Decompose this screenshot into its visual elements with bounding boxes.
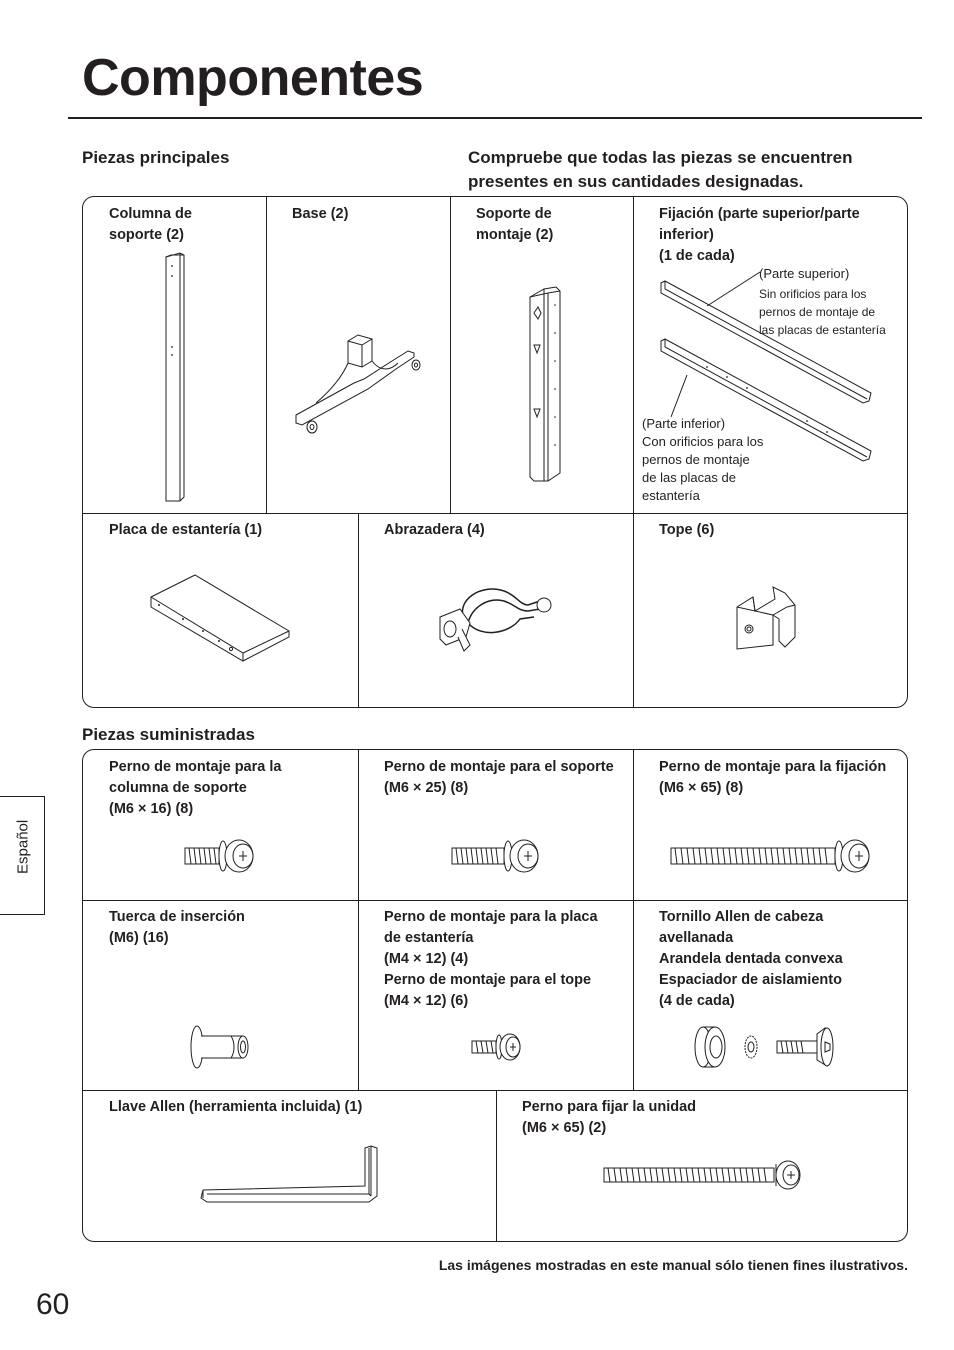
bolt-icon xyxy=(602,1158,804,1192)
part-label: Fijación (parte superior/parte inferior) (1 de cada) xyxy=(659,206,860,264)
part-label: Perno para fijar la unidad (M6 × 65) (2) xyxy=(522,1099,697,1136)
part-shelf-plate xyxy=(83,513,358,707)
small-bolt-icon xyxy=(470,1030,522,1064)
allen-key-icon xyxy=(199,1144,381,1206)
shelf-plate-icon xyxy=(147,573,293,669)
footnote: Las imágenes mostradas en este manual sólo tienen fines ilustrativos. xyxy=(438,1257,908,1273)
part-mounting-bracket xyxy=(450,197,633,513)
part-label: Columna de soporte (2) xyxy=(109,206,192,243)
fixing-lower-note: (Parte inferior) Con orificios para los pernos de montaje de las placas de estantería xyxy=(642,416,764,503)
supplied-parts-table xyxy=(82,749,908,1242)
base-icon xyxy=(292,333,428,437)
part-fixing xyxy=(633,197,907,513)
part-label: Tuerca de inserción (M6) (16) xyxy=(109,909,245,946)
part-bracket-bolt xyxy=(358,750,633,900)
part-label: Soporte de montaje (2) xyxy=(476,206,554,243)
clamp-icon xyxy=(436,579,556,661)
part-base xyxy=(266,197,450,513)
part-insert-nut xyxy=(83,900,358,1090)
stopper-icon xyxy=(733,585,803,657)
main-parts-heading: Piezas principales xyxy=(82,148,230,167)
part-label: Tornillo Allen de cabeza avellanada Arandela dentada convexa Espaciador de aislamiento (4 de cada) xyxy=(659,909,843,1009)
insert-nut-icon xyxy=(187,1024,251,1070)
part-column-bolt xyxy=(83,750,358,900)
part-support-column xyxy=(83,197,266,513)
part-label: Llave Allen (herramienta incluida) (1) xyxy=(109,1099,363,1115)
part-clamp xyxy=(358,513,633,707)
main-parts-table xyxy=(82,196,908,708)
part-unit-bolt xyxy=(496,1090,907,1241)
bolt-icon xyxy=(669,836,873,876)
part-label: Tope (6) xyxy=(659,522,715,538)
page-title: Componentes xyxy=(82,49,424,107)
page-number: 60 xyxy=(36,1288,70,1321)
part-label: Perno de montaje para la columna de soporte (M6 × 16) (8) xyxy=(109,759,282,817)
mounting-bracket-icon xyxy=(526,285,566,483)
support-column-icon xyxy=(163,251,189,503)
part-label: Perno de montaje para la fijación (M6 × 65) (8) xyxy=(659,759,887,796)
part-allen-key xyxy=(83,1090,496,1241)
allen-screw-set-icon xyxy=(693,1024,843,1070)
part-small-bolt xyxy=(358,900,633,1090)
bolt-icon xyxy=(183,836,257,876)
language-side-tab xyxy=(0,796,45,915)
supplied-parts-heading: Piezas suministradas xyxy=(82,725,255,744)
bolt-icon xyxy=(450,836,542,876)
check-note: Compruebe que todas las piezas se encuentren presentes en sus cantidades designadas. xyxy=(468,148,853,191)
part-fixing-bolt xyxy=(633,750,907,900)
part-stopper xyxy=(633,513,907,707)
part-label: Abrazadera (4) xyxy=(384,522,485,538)
part-label: Perno de montaje para la placa de estantería (M4 × 12) (4) Perno de montaje para el tope (M4 × 12) (6) xyxy=(384,909,598,1009)
part-label: Base (2) xyxy=(292,206,349,222)
part-allen-screw-set xyxy=(633,900,907,1090)
fixing-upper-title: (Parte superior) xyxy=(759,266,850,281)
part-label: Perno de montaje para el soporte (M6 × 25) (8) xyxy=(384,759,614,796)
part-label: Placa de estantería (1) xyxy=(109,522,263,538)
fixing-upper-desc: Sin orificios para los pernos de montaje de las placas de estantería xyxy=(759,287,886,337)
language-label: Español xyxy=(14,819,32,874)
title-rule xyxy=(68,117,922,119)
